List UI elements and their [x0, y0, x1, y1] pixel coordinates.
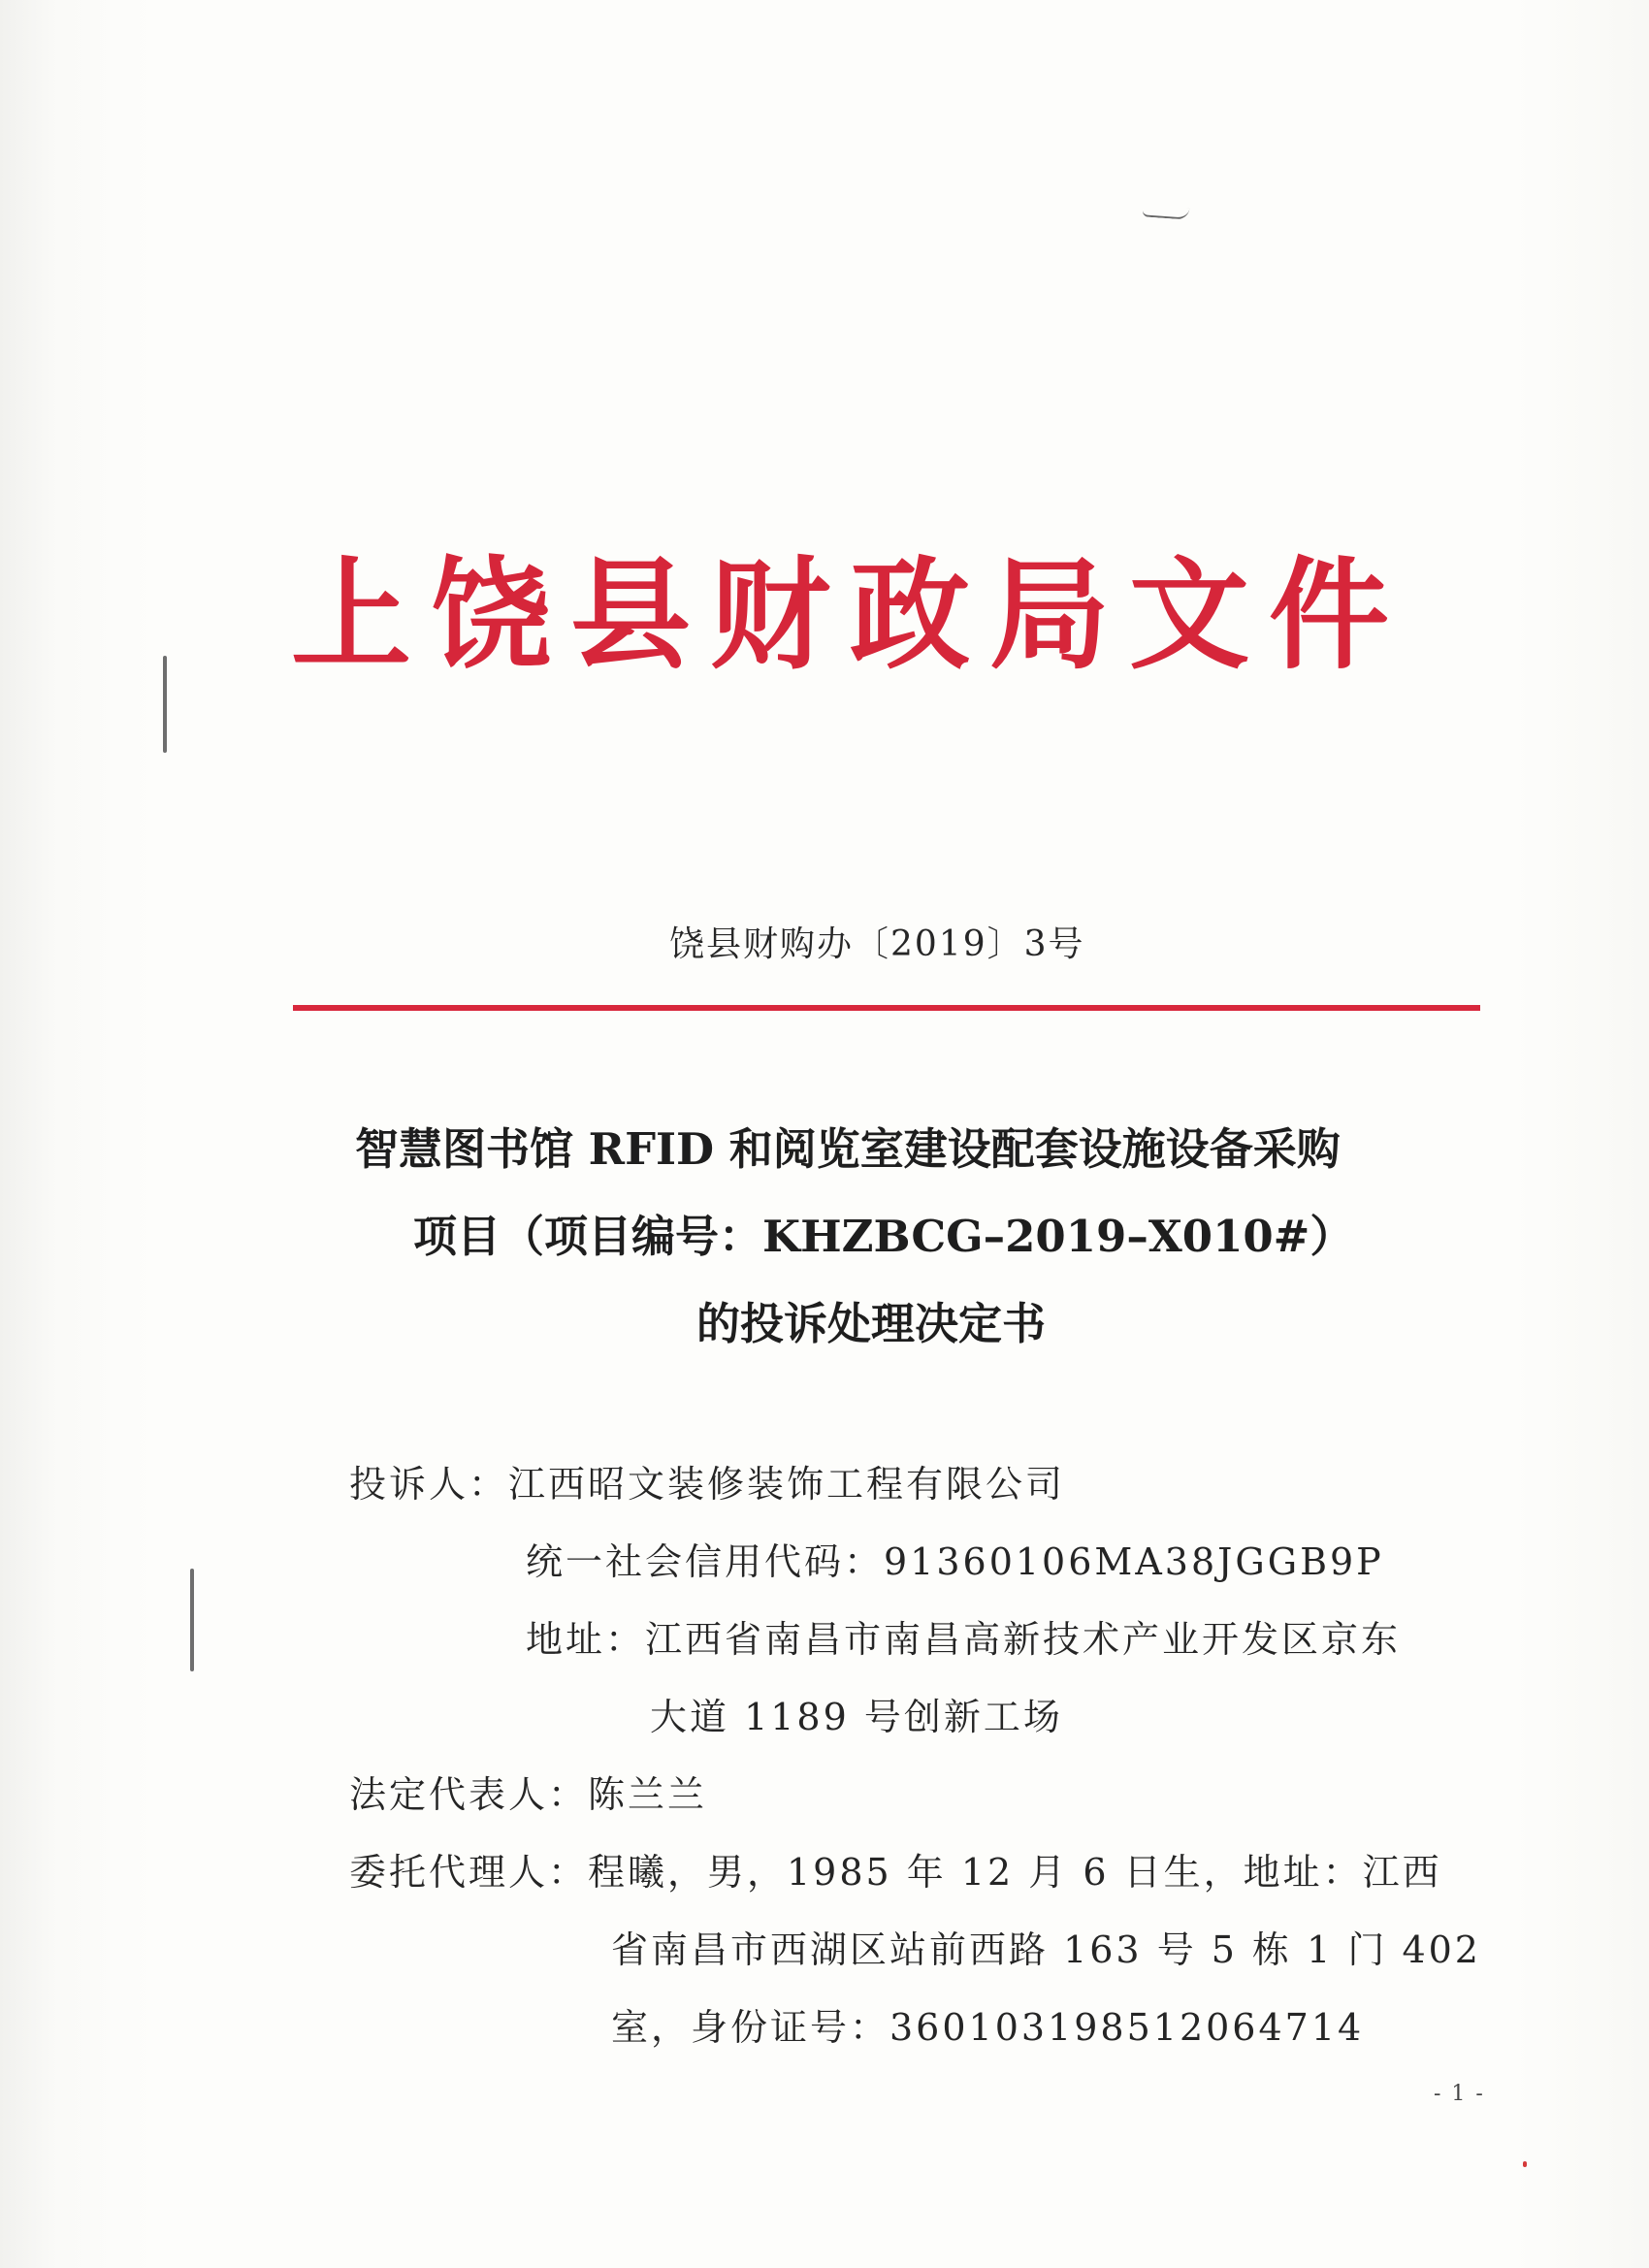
heading-line-1: 智慧图书馆 RFID 和阅览室建设配套设施设备采购: [355, 1123, 1341, 1175]
complainant-line: [349, 1445, 1065, 1523]
red-ink-speck: [1523, 2161, 1527, 2167]
address-line-2: 大道 1189 号创新工场: [650, 1696, 1063, 1738]
agent-line-3: 室，身份证号：360103198512064714: [611, 2006, 1365, 2049]
credit-code-line: 统一社会信用代码：91360106MA38JGGB9P: [526, 1540, 1384, 1583]
address-line-1: 地址：江西省南昌市南昌高新技术产业开发区京东: [526, 1618, 1402, 1661]
complainant-name: 江西昭文装修装饰工程有限公司: [508, 1463, 1066, 1506]
heading-line-2: 项目（项目编号：KHZBCG–2019–X010#）: [413, 1211, 1354, 1262]
complainant-label: 投诉人：: [349, 1463, 509, 1506]
agent-line-2: 省南昌市西湖区站前西路 163 号 5 栋 1 门 402: [611, 1928, 1481, 1971]
page-number: - 1 -: [1434, 2082, 1485, 2106]
document-header-title: 上饶县财政局文件: [291, 546, 1409, 686]
heading-line-3: 的投诉处理决定书: [696, 1298, 1047, 1349]
binding-staple-mark: [163, 656, 167, 753]
legal-representative-line: 法定代表人：陈兰兰: [349, 1773, 708, 1816]
agent-line-1: 委托代理人：程曦，男，1985 年 12 月 6 日生，地址：江西: [349, 1851, 1442, 1894]
pen-stroke-mark: [1143, 205, 1190, 219]
header-red-rule: [293, 1005, 1480, 1011]
binding-staple-mark: [190, 1569, 194, 1671]
document-number: 饶县财购办〔2019〕3号: [669, 924, 1085, 964]
